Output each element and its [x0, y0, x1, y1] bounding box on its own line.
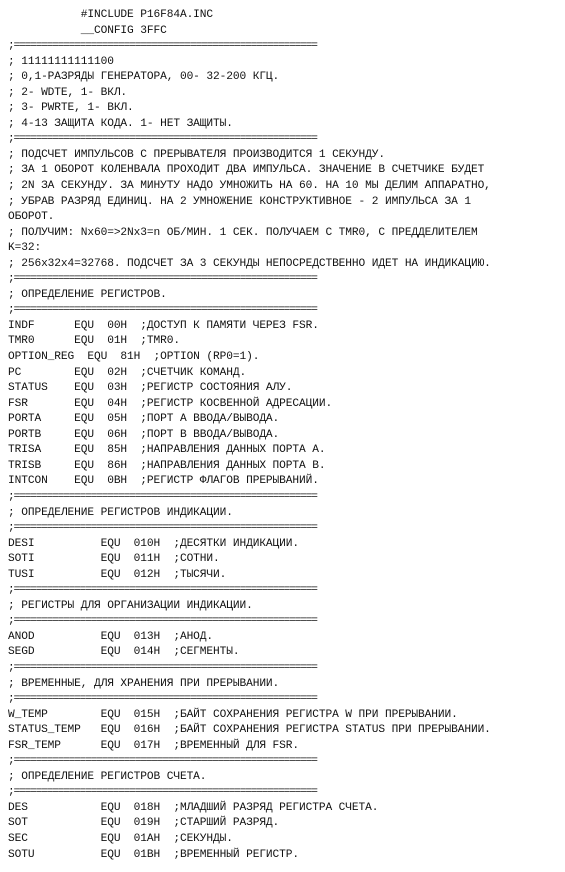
comment-line: ; 4-13 ЗАЩИТА КОДА. 1- НЕТ ЗАЩИТЫ. — [8, 117, 233, 130]
section-heading: ; ВРЕМЕННЫЕ, ДЛЯ ХРАНЕНИЯ ПРИ ПРЕРЫВАНИИ. — [8, 677, 280, 690]
separator-rule: ;======================================================= — [8, 584, 317, 597]
separator-rule: ;======================================================= — [8, 786, 317, 799]
separator-rule: ;======================================================= — [8, 133, 317, 146]
separator-rule: ;======================================================= — [8, 40, 317, 53]
comment-line: ; ЗА 1 ОБОРОТ КОЛЕНВАЛА ПРОХОДИТ ДВА ИМПУЛЬСА. ЗНАЧЕНИЕ В СЧЕТЧИКЕ БУДЕТ — [8, 164, 485, 177]
comment-line: ; 2- WDTE, 1- ВКЛ. — [8, 86, 128, 99]
section-heading: ; ОПРЕДЕЛЕНИЕ РЕГИСТРОВ. — [8, 288, 167, 301]
separator-rule: ;======================================================= — [8, 522, 317, 535]
equ-definition: DES EQU 018H ;МЛАДШИЙ РАЗРЯД РЕГИСТРА СЧЕТА. — [8, 801, 379, 814]
comment-line: ; УБРАВ РАЗРЯД ЕДИНИЦ. НА 2 УМНОЖЕНИЕ КОНСТРУКТИВНОЕ - 2 ИМПУЛЬСА ЗА 1 — [8, 195, 471, 208]
comment-line: ; 11111111111100 — [8, 55, 114, 68]
separator-rule: ;======================================================= — [8, 273, 317, 286]
separator-rule: ;======================================================= — [8, 490, 317, 503]
equ-definition: TRISB EQU 86H ;НАПРАВЛЕНИЯ ДАННЫХ ПОРТА В. — [8, 459, 326, 472]
equ-definition: PORTA EQU 05H ;ПОРТ А ВВОДА/ВЫВОДА. — [8, 413, 280, 426]
equ-definition: PC EQU 02H ;СЧЕТЧИК КОМАНД. — [8, 366, 247, 379]
equ-definition: SOTU EQU 01BH ;ВРЕМЕННЫЙ РЕГИСТР. — [8, 848, 299, 861]
equ-definition: SEC EQU 01AH ;СЕКУНДЫ. — [8, 832, 233, 845]
section-heading: ; ОПРЕДЕЛЕНИЕ РЕГИСТРОВ СЧЕТА. — [8, 770, 207, 783]
equ-definition: OPTION_REG EQU 81H ;OPTION (RP0=1). — [8, 351, 260, 364]
comment-line: ; 3- PWRTE, 1- ВКЛ. — [8, 102, 134, 115]
equ-definition: SEGD EQU 014H ;СЕГМЕНТЫ. — [8, 646, 240, 659]
separator-rule: ;======================================================= — [8, 615, 317, 628]
equ-definition: STATUS EQU 03H ;РЕГИСТР СОСТОЯНИЯ АЛУ. — [8, 382, 293, 395]
comment-line: ; ПОЛУЧИМ: Nx60=>2Nx3=n ОБ/МИН. 1 СЕК. ПОЛУЧАЕМ С TMR0, С ПРЕДДЕЛИТЕЛЕМ — [8, 226, 478, 239]
equ-definition: TRISA EQU 85H ;НАПРАВЛЕНИЯ ДАННЫХ ПОРТА А. — [8, 444, 326, 457]
equ-definition: PORTB EQU 06H ;ПОРТ В ВВОДА/ВЫВОДА. — [8, 428, 280, 441]
code-line: #INCLUDE P16F84A.INC — [8, 9, 214, 21]
equ-definition: SOTI EQU 011H ;СОТНИ. — [8, 553, 220, 566]
comment-line: K=32: — [8, 242, 42, 255]
separator-rule: ;======================================================= — [8, 755, 317, 768]
comment-line: ; 256x32x4=32768. ПОДСЧЕТ ЗА 3 СЕКУНДЫ НЕПОСРЕДСТВЕННО ИДЕТ НА ИНДИКАЦИЮ. — [8, 257, 491, 270]
separator-rule: ;======================================================= — [8, 661, 317, 674]
equ-definition: STATUS_TEMP EQU 016H ;БАЙТ СОХРАНЕНИЯ РЕГИСТРА STATUS ПРИ ПРЕРЫВАНИИ. — [8, 724, 491, 737]
equ-definition: TUSI EQU 012H ;ТЫСЯЧИ. — [8, 568, 227, 581]
equ-definition: SOT EQU 019H ;СТАРШИЙ РАЗРЯД. — [8, 817, 280, 830]
equ-definition: INDF EQU 00H ;ДОСТУП К ПАМЯТИ ЧЕРЕЗ FSR. — [8, 319, 319, 332]
equ-definition: DESI EQU 010H ;ДЕСЯТКИ ИНДИКАЦИИ. — [8, 537, 299, 550]
section-heading: ; РЕГИСТРЫ ДЛЯ ОРГАНИЗАЦИИ ИНДИКАЦИИ. — [8, 599, 253, 612]
code-line: __CONFIG 3FFC — [8, 24, 167, 37]
comment-line: ; ПОДСЧЕТ ИМПУЛЬСОВ С ПРЕРЫВАТЕЛЯ ПРОИЗВОДИТСЯ 1 СЕКУНДУ. — [8, 148, 385, 161]
comment-line: ; 2N ЗА СЕКУНДУ. ЗА МИНУТУ НАДО УМНОЖИТЬ НА 60. НА 10 МЫ ДЕЛИМ АППАРАТНО, — [8, 180, 491, 193]
section-heading: ; ОПРЕДЕЛЕНИЕ РЕГИСТРОВ ИНДИКАЦИИ. — [8, 506, 233, 519]
equ-definition: ANOD EQU 013H ;АНОД. — [8, 630, 214, 643]
comment-line: ОБОРОТ. — [8, 211, 55, 224]
equ-definition: FSR EQU 04H ;РЕГИСТР КОСВЕННОЙ АДРЕСАЦИИ. — [8, 397, 333, 410]
equ-definition: W_TEMP EQU 015H ;БАЙТ СОХРАНЕНИЯ РЕГИСТРА W ПРИ ПРЕРЫВАНИИ. — [8, 708, 458, 721]
equ-definition: FSR_TEMP EQU 017H ;ВРЕМЕННЫЙ ДЛЯ FSR. — [8, 739, 299, 752]
comment-line: ; 0,1-РАЗРЯДЫ ГЕНЕРАТОРА, 00- 32-200 КГЦ. — [8, 71, 280, 84]
separator-rule: ;======================================================= — [8, 304, 317, 317]
equ-definition: INTCON EQU 0BH ;РЕГИСТР ФЛАГОВ ПРЕРЫВАНИЙ. — [8, 475, 319, 488]
equ-definition: TMR0 EQU 01H ;TMR0. — [8, 335, 180, 348]
separator-rule: ;======================================================= — [8, 693, 317, 706]
